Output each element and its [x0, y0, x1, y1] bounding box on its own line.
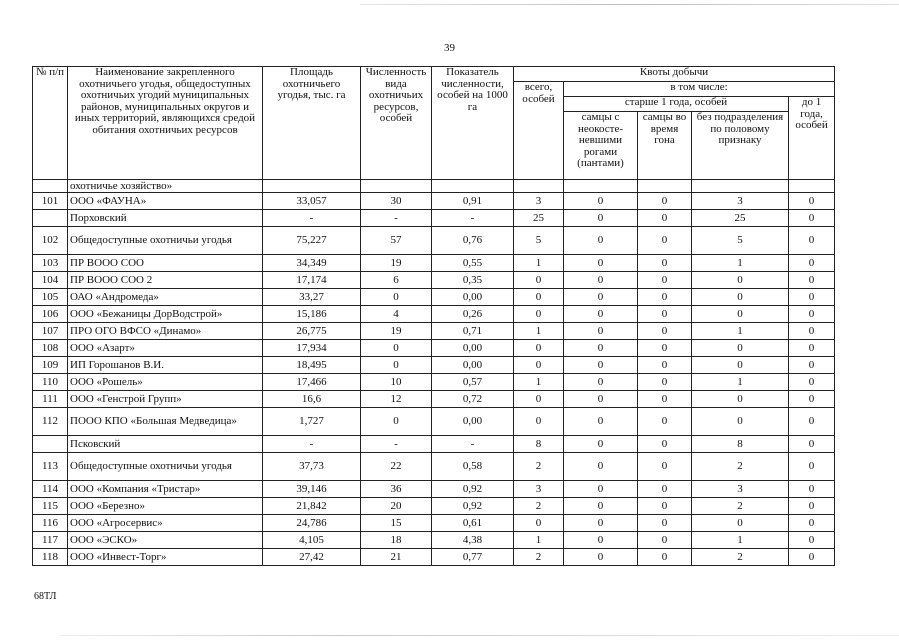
cell-count: 0 — [361, 289, 432, 306]
cell-males-rut: 0 — [638, 436, 692, 453]
cell-density: 0,00 — [432, 340, 514, 357]
cell-total: 25 — [514, 210, 564, 227]
cell-males-rut: 0 — [638, 227, 692, 255]
cell-count: 15 — [361, 515, 432, 532]
cell-name: охотничье хозяйство» — [68, 180, 263, 193]
table-row — [33, 289, 835, 306]
cell-total: 0 — [514, 357, 564, 374]
cell-name: ИП Горошанов В.И. — [68, 357, 263, 374]
cell-name: ООО «Агросервис» — [68, 515, 263, 532]
cell-total: 2 — [514, 453, 564, 481]
cell-density: 0,35 — [432, 272, 514, 289]
cell-number: 117 — [33, 532, 68, 549]
cell-males-rut: 0 — [638, 289, 692, 306]
cell-area: 4,105 — [263, 532, 361, 549]
cell-no-sex-division: 2 — [692, 453, 789, 481]
table-row — [33, 391, 835, 408]
cell-males-rut — [638, 180, 692, 193]
cell-males-rut: 0 — [638, 306, 692, 323]
cell-no-sex-division: 0 — [692, 272, 789, 289]
table-row — [33, 255, 835, 272]
cell-males-antlers: 0 — [564, 532, 638, 549]
cell-males-rut: 0 — [638, 515, 692, 532]
cell-name: ООО «ФАУНА» — [68, 193, 263, 210]
cell-density: 0,92 — [432, 498, 514, 515]
cell-males-antlers: 0 — [564, 498, 638, 515]
header-area: Площадь охотничьего угодья, тыс. га — [263, 67, 361, 180]
cell-density: 0,91 — [432, 193, 514, 210]
cell-males-antlers: 0 — [564, 453, 638, 481]
cell-count: 0 — [361, 340, 432, 357]
cell-density: 0,77 — [432, 549, 514, 566]
cell-total: 8 — [514, 436, 564, 453]
cell-count: 6 — [361, 272, 432, 289]
cell-area: - — [263, 210, 361, 227]
cell-total: 0 — [514, 306, 564, 323]
cell-area: 37,73 — [263, 453, 361, 481]
cell-number: 109 — [33, 357, 68, 374]
cell-under-1-year: 0 — [789, 391, 835, 408]
cell-males-antlers: 0 — [564, 255, 638, 272]
cell-count: 12 — [361, 391, 432, 408]
cell-density: 0,72 — [432, 391, 514, 408]
cell-no-sex-division: 5 — [692, 227, 789, 255]
scan-edge-top — [360, 4, 899, 5]
cell-males-antlers: 0 — [564, 481, 638, 498]
table-row — [33, 515, 835, 532]
cell-area: 24,786 — [263, 515, 361, 532]
cell-males-antlers: 0 — [564, 323, 638, 340]
header-including: в том числе: — [564, 82, 835, 97]
cell-no-sex-division: 1 — [692, 374, 789, 391]
cell-area: 1,727 — [263, 408, 361, 436]
header-count: Численность вида охотничьих ресурсов, особей — [361, 67, 432, 180]
cell-no-sex-division: 0 — [692, 306, 789, 323]
cell-area: - — [263, 436, 361, 453]
header-males-rut: самцы во время гона — [638, 112, 692, 180]
cell-under-1-year: 0 — [789, 357, 835, 374]
scan-edge-bottom — [60, 635, 899, 636]
cell-males-rut: 0 — [638, 374, 692, 391]
cell-no-sex-division: 1 — [692, 532, 789, 549]
table-row — [33, 436, 835, 453]
cell-no-sex-division: 8 — [692, 436, 789, 453]
cell-name: ОАО «Андромеда» — [68, 289, 263, 306]
cell-number: 111 — [33, 391, 68, 408]
cell-area: 21,842 — [263, 498, 361, 515]
cell-under-1-year: 0 — [789, 193, 835, 210]
cell-count: 18 — [361, 532, 432, 549]
cell-under-1-year: 0 — [789, 481, 835, 498]
cell-density: 0,26 — [432, 306, 514, 323]
cell-number: 101 — [33, 193, 68, 210]
table-row — [33, 408, 835, 436]
cell-density: 0,58 — [432, 453, 514, 481]
cell-name: ООО «Азарт» — [68, 340, 263, 357]
cell-males-rut: 0 — [638, 323, 692, 340]
cell-name: ООО «Компания «Тристар» — [68, 481, 263, 498]
table-row — [33, 306, 835, 323]
table-row — [33, 453, 835, 481]
cell-area: 18,495 — [263, 357, 361, 374]
cell-count: 0 — [361, 357, 432, 374]
cell-density: 0,61 — [432, 515, 514, 532]
cell-total: 0 — [514, 340, 564, 357]
cell-under-1-year: 0 — [789, 515, 835, 532]
cell-count: 4 — [361, 306, 432, 323]
cell-total: 0 — [514, 408, 564, 436]
cell-count: 20 — [361, 498, 432, 515]
cell-number — [33, 180, 68, 193]
cell-total — [514, 180, 564, 193]
cell-area: 17,934 — [263, 340, 361, 357]
cell-number: 114 — [33, 481, 68, 498]
cell-males-rut: 0 — [638, 549, 692, 566]
cell-under-1-year: 0 — [789, 255, 835, 272]
cell-area: 15,186 — [263, 306, 361, 323]
cell-name: Общедоступные охотничьи угодья — [68, 453, 263, 481]
cell-name: ООО «Бежаницы ДорВодстрой» — [68, 306, 263, 323]
cell-area: 17,174 — [263, 272, 361, 289]
cell-males-antlers: 0 — [564, 193, 638, 210]
cell-males-antlers: 0 — [564, 391, 638, 408]
cell-males-rut: 0 — [638, 408, 692, 436]
header-no-sex-division: без подразделения по половому признаку — [692, 112, 789, 180]
cell-number: 118 — [33, 549, 68, 566]
cell-males-antlers: 0 — [564, 227, 638, 255]
cell-density: 0,92 — [432, 481, 514, 498]
cell-density — [432, 180, 514, 193]
cell-males-antlers: 0 — [564, 549, 638, 566]
table-row — [33, 481, 835, 498]
table-header — [33, 67, 835, 180]
header-name: Наименование закрепленного охотничьего угодья, общедоступных охотничьих угодий муниципальных районов, муниципальных округов и иных территорий, являющихся средой обитания охотничьих ресурсов — [68, 67, 263, 180]
cell-area: 33,057 — [263, 193, 361, 210]
cell-area: 34,349 — [263, 255, 361, 272]
cell-no-sex-division: 0 — [692, 408, 789, 436]
cell-no-sex-division — [692, 180, 789, 193]
cell-count: 22 — [361, 453, 432, 481]
cell-no-sex-division: 0 — [692, 515, 789, 532]
cell-under-1-year: 0 — [789, 227, 835, 255]
cell-males-antlers: 0 — [564, 436, 638, 453]
cell-no-sex-division: 0 — [692, 357, 789, 374]
cell-no-sex-division: 25 — [692, 210, 789, 227]
cell-total: 0 — [514, 391, 564, 408]
cell-total: 0 — [514, 289, 564, 306]
cell-area — [263, 180, 361, 193]
cell-under-1-year: 0 — [789, 306, 835, 323]
cell-under-1-year: 0 — [789, 210, 835, 227]
cell-males-antlers: 0 — [564, 306, 638, 323]
cell-name: Псковский — [68, 436, 263, 453]
cell-area: 75,227 — [263, 227, 361, 255]
cell-density: 0,57 — [432, 374, 514, 391]
table-row — [33, 210, 835, 227]
cell-total: 1 — [514, 255, 564, 272]
cell-under-1-year: 0 — [789, 532, 835, 549]
cell-under-1-year: 0 — [789, 549, 835, 566]
cell-total: 3 — [514, 481, 564, 498]
cell-under-1-year: 0 — [789, 340, 835, 357]
cell-count: 57 — [361, 227, 432, 255]
cell-total: 2 — [514, 498, 564, 515]
cell-number — [33, 436, 68, 453]
cell-count: 21 — [361, 549, 432, 566]
cell-area: 33,27 — [263, 289, 361, 306]
cell-number: 106 — [33, 306, 68, 323]
footer-code: 68ТЛ — [34, 591, 57, 602]
cell-under-1-year: 0 — [789, 453, 835, 481]
table-row — [33, 180, 835, 193]
cell-count — [361, 180, 432, 193]
cell-total: 0 — [514, 272, 564, 289]
table-row — [33, 532, 835, 549]
cell-males-rut: 0 — [638, 255, 692, 272]
hunting-quota-table — [32, 66, 835, 566]
cell-males-rut: 0 — [638, 391, 692, 408]
cell-under-1-year: 0 — [789, 323, 835, 340]
cell-males-antlers: 0 — [564, 374, 638, 391]
cell-males-rut: 0 — [638, 498, 692, 515]
cell-males-rut: 0 — [638, 210, 692, 227]
cell-density: 0,71 — [432, 323, 514, 340]
header-older-than-1-year: старше 1 года, особей — [564, 97, 789, 112]
table-row — [33, 498, 835, 515]
cell-density: 0,55 — [432, 255, 514, 272]
table-row — [33, 357, 835, 374]
cell-males-antlers: 0 — [564, 272, 638, 289]
table-body — [33, 180, 835, 566]
cell-total: 1 — [514, 374, 564, 391]
cell-density: 4,38 — [432, 532, 514, 549]
cell-number: 116 — [33, 515, 68, 532]
cell-males-antlers: 0 — [564, 340, 638, 357]
cell-under-1-year: 0 — [789, 289, 835, 306]
cell-name: ООО «Березно» — [68, 498, 263, 515]
header-number: № п/п — [33, 67, 68, 180]
cell-males-antlers — [564, 180, 638, 193]
cell-under-1-year: 0 — [789, 374, 835, 391]
cell-no-sex-division: 3 — [692, 193, 789, 210]
cell-under-1-year: 0 — [789, 498, 835, 515]
header-total: всего, особей — [514, 82, 564, 180]
cell-count: 36 — [361, 481, 432, 498]
table-row — [33, 323, 835, 340]
cell-area: 26,775 — [263, 323, 361, 340]
cell-number: 112 — [33, 408, 68, 436]
cell-count: 19 — [361, 255, 432, 272]
cell-no-sex-division: 2 — [692, 549, 789, 566]
cell-count: 30 — [361, 193, 432, 210]
cell-males-antlers: 0 — [564, 515, 638, 532]
cell-no-sex-division: 1 — [692, 255, 789, 272]
cell-males-antlers: 0 — [564, 357, 638, 374]
cell-number — [33, 210, 68, 227]
cell-count: - — [361, 210, 432, 227]
cell-density: - — [432, 210, 514, 227]
cell-count: 19 — [361, 323, 432, 340]
header-quota: Квоты добычи — [514, 67, 835, 82]
cell-density: 0,76 — [432, 227, 514, 255]
cell-area: 16,6 — [263, 391, 361, 408]
cell-no-sex-division: 1 — [692, 323, 789, 340]
cell-name: ПООО КПО «Большая Медведица» — [68, 408, 263, 436]
cell-density: 0,00 — [432, 408, 514, 436]
cell-no-sex-division: 0 — [692, 391, 789, 408]
cell-name: ООО «ЭСКО» — [68, 532, 263, 549]
cell-area: 39,146 — [263, 481, 361, 498]
cell-number: 108 — [33, 340, 68, 357]
cell-no-sex-division: 0 — [692, 289, 789, 306]
cell-name: ООО «Рошель» — [68, 374, 263, 391]
cell-area: 27,42 — [263, 549, 361, 566]
table-row — [33, 227, 835, 255]
cell-number: 113 — [33, 453, 68, 481]
cell-density: 0,00 — [432, 289, 514, 306]
cell-name: ПРО ОГО ВФСО «Динамо» — [68, 323, 263, 340]
table-row — [33, 193, 835, 210]
cell-name: ООО «Генстрой Групп» — [68, 391, 263, 408]
cell-name: ПР ВООО СОО — [68, 255, 263, 272]
cell-number: 105 — [33, 289, 68, 306]
table-row — [33, 374, 835, 391]
cell-males-rut: 0 — [638, 481, 692, 498]
cell-under-1-year — [789, 180, 835, 193]
cell-number: 115 — [33, 498, 68, 515]
page-number: 39 — [444, 42, 455, 54]
cell-total: 5 — [514, 227, 564, 255]
cell-count: 10 — [361, 374, 432, 391]
cell-total: 1 — [514, 532, 564, 549]
table-row — [33, 272, 835, 289]
cell-name: ООО «Инвест-Торг» — [68, 549, 263, 566]
header-males-antlers: самцы с неокосте-невшими рогами (пантами) — [564, 112, 638, 180]
cell-area: 17,466 — [263, 374, 361, 391]
header-under-1-year: до 1 года, особей — [789, 97, 835, 180]
cell-count: 0 — [361, 408, 432, 436]
cell-name: Порховский — [68, 210, 263, 227]
table-row — [33, 340, 835, 357]
cell-name: Общедоступные охотничьи угодья — [68, 227, 263, 255]
cell-number: 102 — [33, 227, 68, 255]
cell-no-sex-division: 2 — [692, 498, 789, 515]
cell-total: 0 — [514, 515, 564, 532]
cell-no-sex-division: 3 — [692, 481, 789, 498]
cell-number: 110 — [33, 374, 68, 391]
cell-total: 1 — [514, 323, 564, 340]
cell-number: 104 — [33, 272, 68, 289]
cell-males-rut: 0 — [638, 357, 692, 374]
cell-name: ПР ВООО СОО 2 — [68, 272, 263, 289]
cell-density: - — [432, 436, 514, 453]
cell-total: 3 — [514, 193, 564, 210]
cell-density: 0,00 — [432, 357, 514, 374]
cell-males-antlers: 0 — [564, 289, 638, 306]
cell-males-antlers: 0 — [564, 408, 638, 436]
cell-males-rut: 0 — [638, 453, 692, 481]
cell-males-rut: 0 — [638, 193, 692, 210]
cell-no-sex-division: 0 — [692, 340, 789, 357]
cell-total: 2 — [514, 549, 564, 566]
cell-under-1-year: 0 — [789, 272, 835, 289]
cell-number: 107 — [33, 323, 68, 340]
cell-males-antlers: 0 — [564, 210, 638, 227]
cell-males-rut: 0 — [638, 272, 692, 289]
cell-males-rut: 0 — [638, 340, 692, 357]
cell-count: - — [361, 436, 432, 453]
cell-males-rut: 0 — [638, 532, 692, 549]
cell-number: 103 — [33, 255, 68, 272]
cell-under-1-year: 0 — [789, 408, 835, 436]
table-row — [33, 549, 835, 566]
cell-under-1-year: 0 — [789, 436, 835, 453]
header-density: Показатель численности, особей на 1000 га — [432, 67, 514, 180]
